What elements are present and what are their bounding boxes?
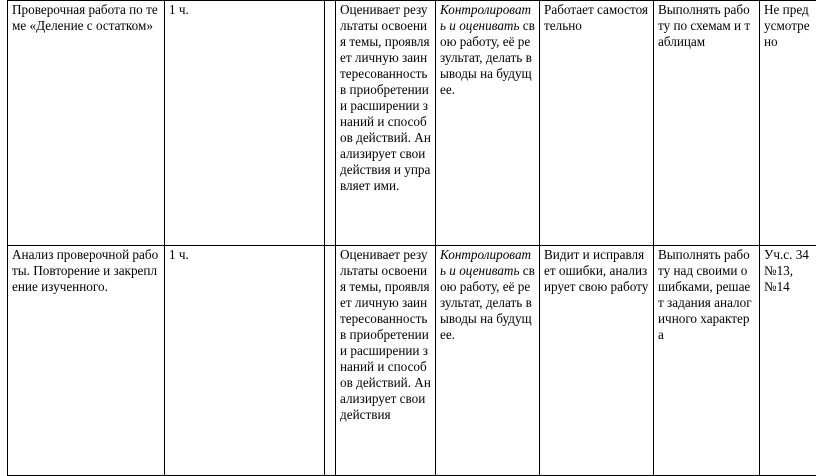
homework-cell: Не предусмотрено	[760, 1, 816, 246]
table-row	[8, 1, 816, 246]
activity-cell: Работает самостоятельно	[540, 1, 654, 246]
topic-cell: Проверочная работа по теме «Деление с остатком»	[8, 1, 165, 246]
regulative-italic-text: Контролировать и оценивать	[440, 247, 531, 278]
activity-cell: Видит и исправляет ошибки, анализирует свою работу	[540, 246, 654, 476]
regulative-cell	[436, 1, 540, 246]
regulative-cell	[436, 246, 540, 476]
regulative-text: свою работу, её результат, делать выводы на будущее.	[440, 18, 535, 97]
topic-cell: Анализ проверочной работы. Повторение и закрепление изученного.	[8, 246, 165, 476]
regulative-italic-text: Контролировать и оценивать	[440, 2, 531, 33]
lesson-plan-table	[7, 0, 816, 476]
hours-cell: 1 ч.	[165, 1, 325, 246]
homework-cell: Уч.с. 34 №13, №14	[760, 246, 816, 476]
empty-cell	[325, 246, 336, 476]
personal-results-cell: Оценивает результаты освоения темы, проявляет личную заинтересованность в приобретении и расширении знаний и способов действий. Анализирует свои действия	[336, 246, 436, 476]
hours-cell: 1 ч.	[165, 246, 325, 476]
empty-cell	[325, 1, 336, 246]
homework-form-cell: Выполнять работу над своими ошибками, решает задания аналогичного характера	[654, 246, 760, 476]
homework-form-cell: Выполнять работу по схемам и таблицам	[654, 1, 760, 246]
table-row	[8, 246, 816, 476]
personal-results-cell: Оценивает результаты освоения темы, проявляет личную заинтересованность в приобретении и расширении знаний и способов действий. Анализирует свои действия и управляет ими.	[336, 1, 436, 246]
regulative-text: свою работу, её результат, делать выводы на будущее.	[440, 263, 535, 342]
